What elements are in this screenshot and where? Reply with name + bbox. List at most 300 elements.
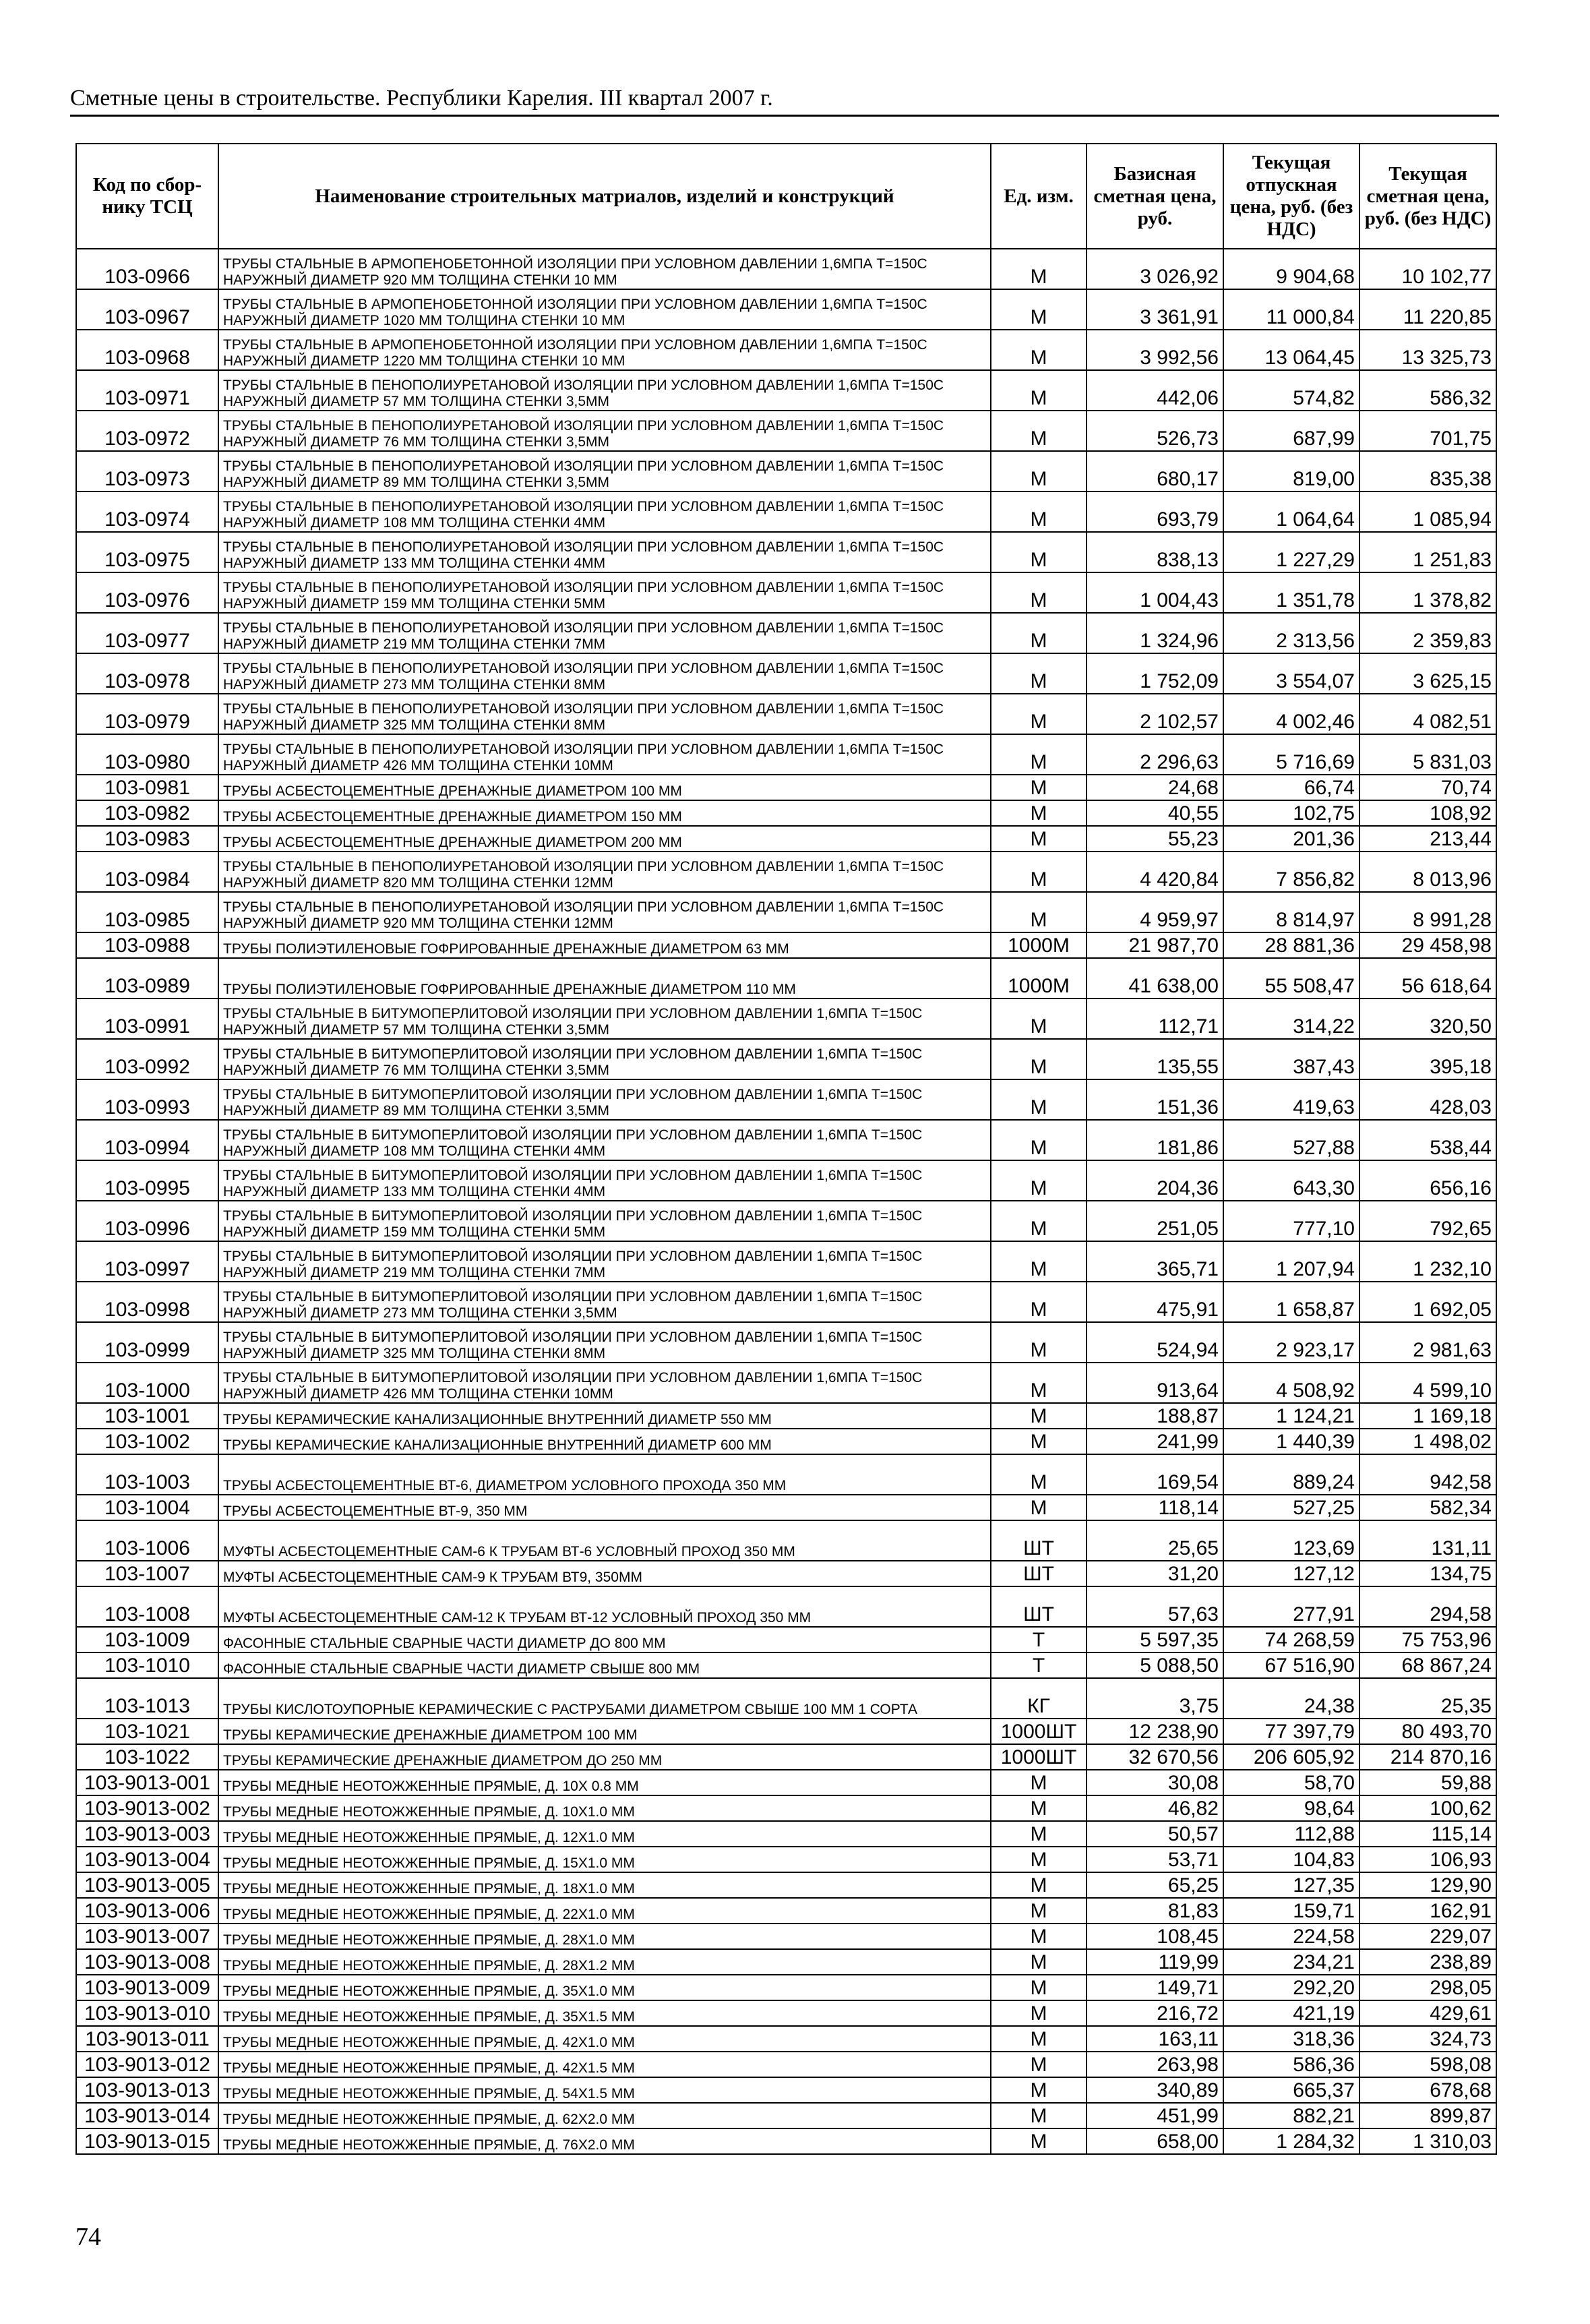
cell-base-price: 181,86 — [1087, 1120, 1223, 1160]
cell-code: 103-0998 — [76, 1282, 218, 1322]
cell-current-price: 134,75 — [1359, 1561, 1496, 1586]
cell-base-price: 1 324,96 — [1087, 613, 1223, 653]
table-row — [76, 1770, 1496, 1795]
cell-current-price: 428,03 — [1359, 1079, 1496, 1120]
cell-current-price: 13 325,73 — [1359, 330, 1496, 370]
cell-release-price: 2 313,56 — [1223, 613, 1359, 653]
table-row — [76, 932, 1496, 958]
table-row — [76, 1975, 1496, 2000]
table-row — [76, 1847, 1496, 1872]
cell-current-price: 792,65 — [1359, 1201, 1496, 1241]
cell-code: 103-0993 — [76, 1079, 218, 1120]
cell-base-price: 4 420,84 — [1087, 852, 1223, 892]
cell-name: ТРУБЫ КЕРАМИЧЕСКИЕ ДРЕНАЖНЫЕ ДИАМЕТРОМ ДО 250 ММ — [218, 1744, 991, 1770]
cell-code: 103-0988 — [76, 932, 218, 958]
cell-current-price: 1 251,83 — [1359, 532, 1496, 572]
table-row — [76, 1821, 1496, 1847]
cell-release-price: 24,38 — [1223, 1678, 1359, 1719]
cell-release-price: 127,35 — [1223, 1872, 1359, 1898]
cell-base-price: 118,14 — [1087, 1495, 1223, 1520]
cell-unit: М — [991, 2000, 1087, 2026]
table-row — [76, 892, 1496, 932]
cell-code: 103-0995 — [76, 1160, 218, 1201]
table-row — [76, 1322, 1496, 1363]
cell-unit: Т — [991, 1627, 1087, 1652]
cell-current-price: 899,87 — [1359, 2103, 1496, 2128]
cell-current-price: 214 870,16 — [1359, 1744, 1496, 1770]
cell-name: ТРУБЫ СТАЛЬНЫЕ В ПЕНОПОЛИУРЕТАНОВОЙ ИЗОЛЯЦИИ ПРИ УСЛОВНОМ ДАВЛЕНИИ 1,6МПА Т=150С НАРУЖНЫЙ ДИАМЕТР 426 ММ ТОЛЩИНА СТЕНКИ 10ММ — [218, 734, 991, 775]
cell-name: ТРУБЫ АСБЕСТОЦЕМЕНТНЫЕ ВТ-9, 350 ММ — [218, 1495, 991, 1520]
cell-current-price: 320,50 — [1359, 999, 1496, 1039]
table-row — [76, 2103, 1496, 2128]
cell-unit: М — [991, 1795, 1087, 1821]
cell-base-price: 475,91 — [1087, 1282, 1223, 1322]
price-table — [75, 143, 1497, 2155]
cell-name: ТРУБЫ СТАЛЬНЫЕ В ПЕНОПОЛИУРЕТАНОВОЙ ИЗОЛЯЦИИ ПРИ УСЛОВНОМ ДАВЛЕНИИ 1,6МПА Т=150С НАРУЖНЫЙ ДИАМЕТР 159 ММ ТОЛЩИНА СТЕНКИ 5ММ — [218, 572, 991, 613]
column-header-release-price: Текущая отпускная цена, руб. (без НДС) — [1223, 144, 1359, 249]
cell-release-price: 2 923,17 — [1223, 1322, 1359, 1363]
table-row — [76, 451, 1496, 491]
cell-unit: М — [991, 532, 1087, 572]
cell-release-price: 687,99 — [1223, 411, 1359, 451]
cell-current-price: 10 102,77 — [1359, 249, 1496, 289]
cell-base-price: 40,55 — [1087, 800, 1223, 826]
cell-release-price: 7 856,82 — [1223, 852, 1359, 892]
cell-name: ТРУБЫ МЕДНЫЕ НЕОТОЖЖЕННЫЕ ПРЯМЫЕ, Д. 28Х1.2 ММ — [218, 1949, 991, 1975]
cell-unit: М — [991, 852, 1087, 892]
cell-base-price: 204,36 — [1087, 1160, 1223, 1201]
cell-current-price: 162,91 — [1359, 1898, 1496, 1924]
cell-code: 103-9013-008 — [76, 1949, 218, 1975]
cell-unit: М — [991, 370, 1087, 411]
table-row — [76, 1120, 1496, 1160]
cell-base-price: 188,87 — [1087, 1403, 1223, 1429]
table-row — [76, 653, 1496, 694]
cell-release-price: 1 440,39 — [1223, 1429, 1359, 1454]
cell-code: 103-9013-005 — [76, 1872, 218, 1898]
table-row — [76, 1744, 1496, 1770]
cell-base-price: 658,00 — [1087, 2128, 1223, 2154]
cell-base-price: 3 992,56 — [1087, 330, 1223, 370]
cell-base-price: 693,79 — [1087, 491, 1223, 532]
cell-base-price: 50,57 — [1087, 1821, 1223, 1847]
cell-current-price: 294,58 — [1359, 1586, 1496, 1627]
cell-release-price: 314,22 — [1223, 999, 1359, 1039]
cell-name: ТРУБЫ ПОЛИЭТИЛЕНОВЫЕ ГОФРИРОВАННЫЕ ДРЕНАЖНЫЕ ДИАМЕТРОМ 63 ММ — [218, 932, 991, 958]
cell-name: ТРУБЫ СТАЛЬНЫЕ В БИТУМОПЕРЛИТОВОЙ ИЗОЛЯЦИИ ПРИ УСЛОВНОМ ДАВЛЕНИИ 1,6МПА Т=150С НАРУЖНЫЙ ДИАМЕТР 89 ММ ТОЛЩИНА СТЕНКИ 3,5ММ — [218, 1079, 991, 1120]
cell-unit: М — [991, 1039, 1087, 1079]
cell-unit: ШТ — [991, 1520, 1087, 1561]
cell-code: 103-9013-010 — [76, 2000, 218, 2026]
cell-current-price: 108,92 — [1359, 800, 1496, 826]
table-row — [76, 1949, 1496, 1975]
cell-current-price: 1 498,02 — [1359, 1429, 1496, 1454]
cell-release-price: 4 508,92 — [1223, 1363, 1359, 1403]
table-row — [76, 1201, 1496, 1241]
cell-unit: М — [991, 800, 1087, 826]
cell-code: 103-1000 — [76, 1363, 218, 1403]
table-row — [76, 1363, 1496, 1403]
cell-name: ТРУБЫ АСБЕСТОЦЕМЕНТНЫЕ ДРЕНАЖНЫЕ ДИАМЕТРОМ 100 ММ — [218, 775, 991, 800]
cell-release-price: 889,24 — [1223, 1454, 1359, 1495]
cell-name: ТРУБЫ КИСЛОТОУПОРНЫЕ КЕРАМИЧЕСКИЕ С РАСТРУБАМИ ДИАМЕТРОМ СВЫШЕ 100 ММ 1 СОРТА — [218, 1678, 991, 1719]
cell-current-price: 4 082,51 — [1359, 694, 1496, 734]
cell-current-price: 678,68 — [1359, 2077, 1496, 2103]
cell-current-price: 80 493,70 — [1359, 1719, 1496, 1744]
cell-base-price: 41 638,00 — [1087, 958, 1223, 999]
cell-unit: М — [991, 1924, 1087, 1949]
cell-unit: М — [991, 1322, 1087, 1363]
cell-release-price: 3 554,07 — [1223, 653, 1359, 694]
table-row — [76, 775, 1496, 800]
cell-name: ТРУБЫ МЕДНЫЕ НЕОТОЖЖЕННЫЕ ПРЯМЫЕ, Д. 42Х1.5 ММ — [218, 2052, 991, 2077]
cell-name: ТРУБЫ СТАЛЬНЫЕ В БИТУМОПЕРЛИТОВОЙ ИЗОЛЯЦИИ ПРИ УСЛОВНОМ ДАВЛЕНИИ 1,6МПА Т=150С НАРУЖНЫЙ ДИАМЕТР 426 ММ ТОЛЩИНА СТЕНКИ 10ММ — [218, 1363, 991, 1403]
cell-code: 103-0981 — [76, 775, 218, 800]
table-row — [76, 1282, 1496, 1322]
cell-unit: М — [991, 999, 1087, 1039]
cell-unit: М — [991, 572, 1087, 613]
cell-code: 103-0985 — [76, 892, 218, 932]
cell-release-price: 102,75 — [1223, 800, 1359, 826]
cell-base-price: 163,11 — [1087, 2026, 1223, 2052]
cell-release-price: 127,12 — [1223, 1561, 1359, 1586]
cell-name: МУФТЫ АСБЕСТОЦЕМЕНТНЫЕ САМ-12 К ТРУБАМ ВТ-12 УСЛОВНЫЙ ПРОХОД 350 ММ — [218, 1586, 991, 1627]
cell-unit: М — [991, 892, 1087, 932]
cell-base-price: 442,06 — [1087, 370, 1223, 411]
cell-code: 103-1010 — [76, 1652, 218, 1678]
cell-base-price: 1 752,09 — [1087, 653, 1223, 694]
cell-base-price: 365,71 — [1087, 1241, 1223, 1282]
cell-unit: М — [991, 330, 1087, 370]
cell-code: 103-1021 — [76, 1719, 218, 1744]
cell-base-price: 3 361,91 — [1087, 289, 1223, 330]
cell-base-price: 135,55 — [1087, 1039, 1223, 1079]
cell-name: МУФТЫ АСБЕСТОЦЕМЕНТНЫЕ САМ-9 К ТРУБАМ ВТ9, 350ММ — [218, 1561, 991, 1586]
table-row — [76, 1627, 1496, 1652]
cell-release-price: 112,88 — [1223, 1821, 1359, 1847]
cell-current-price: 129,90 — [1359, 1872, 1496, 1898]
cell-base-price: 5 597,35 — [1087, 1627, 1223, 1652]
cell-current-price: 1 378,82 — [1359, 572, 1496, 613]
cell-name: ТРУБЫ СТАЛЬНЫЕ В БИТУМОПЕРЛИТОВОЙ ИЗОЛЯЦИИ ПРИ УСЛОВНОМ ДАВЛЕНИИ 1,6МПА Т=150С НАРУЖНЫЙ ДИАМЕТР 57 ММ ТОЛЩИНА СТЕНКИ 3,5ММ — [218, 999, 991, 1039]
cell-unit: М — [991, 451, 1087, 491]
cell-base-price: 680,17 — [1087, 451, 1223, 491]
cell-release-price: 4 002,46 — [1223, 694, 1359, 734]
cell-unit: М — [991, 1120, 1087, 1160]
cell-unit: М — [991, 289, 1087, 330]
cell-release-price: 777,10 — [1223, 1201, 1359, 1241]
cell-release-price: 159,71 — [1223, 1898, 1359, 1924]
cell-name: ТРУБЫ МЕДНЫЕ НЕОТОЖЖЕННЫЕ ПРЯМЫЕ, Д. 10Х 0.8 ММ — [218, 1770, 991, 1795]
table-row — [76, 2052, 1496, 2077]
cell-base-price: 838,13 — [1087, 532, 1223, 572]
cell-code: 103-0971 — [76, 370, 218, 411]
cell-base-price: 3 026,92 — [1087, 249, 1223, 289]
cell-code: 103-9013-007 — [76, 1924, 218, 1949]
cell-name: ТРУБЫ МЕДНЫЕ НЕОТОЖЖЕННЫЕ ПРЯМЫЕ, Д. 22Х1.0 ММ — [218, 1898, 991, 1924]
cell-name: ТРУБЫ СТАЛЬНЫЕ В ПЕНОПОЛИУРЕТАНОВОЙ ИЗОЛЯЦИИ ПРИ УСЛОВНОМ ДАВЛЕНИИ 1,6МПА Т=150С НАРУЖНЫЙ ДИАМЕТР 89 ММ ТОЛЩИНА СТЕНКИ 3,5ММ — [218, 451, 991, 491]
table-row — [76, 1454, 1496, 1495]
cell-name: ТРУБЫ АСБЕСТОЦЕМЕНТНЫЕ ДРЕНАЖНЫЕ ДИАМЕТРОМ 200 ММ — [218, 826, 991, 852]
cell-release-price: 1 658,87 — [1223, 1282, 1359, 1322]
cell-base-price: 12 238,90 — [1087, 1719, 1223, 1744]
table-row — [76, 289, 1496, 330]
cell-base-price: 32 670,56 — [1087, 1744, 1223, 1770]
cell-base-price: 263,98 — [1087, 2052, 1223, 2077]
table-row — [76, 2000, 1496, 2026]
cell-code: 103-1004 — [76, 1495, 218, 1520]
column-header-name: Наименование строительных матриалов, изделий и конструкций — [218, 144, 991, 249]
cell-current-price: 2 981,63 — [1359, 1322, 1496, 1363]
cell-name: МУФТЫ АСБЕСТОЦЕМЕНТНЫЕ САМ-6 К ТРУБАМ ВТ-6 УСЛОВНЫЙ ПРОХОД 350 ММ — [218, 1520, 991, 1561]
cell-code: 103-9013-015 — [76, 2128, 218, 2154]
cell-name: ТРУБЫ СТАЛЬНЫЕ В ПЕНОПОЛИУРЕТАНОВОЙ ИЗОЛЯЦИИ ПРИ УСЛОВНОМ ДАВЛЕНИИ 1,6МПА Т=150С НАРУЖНЫЙ ДИАМЕТР 108 ММ ТОЛЩИНА СТЕНКИ 4ММ — [218, 491, 991, 532]
cell-code: 103-1013 — [76, 1678, 218, 1719]
cell-release-price: 527,25 — [1223, 1495, 1359, 1520]
cell-base-price: 46,82 — [1087, 1795, 1223, 1821]
cell-code: 103-9013-004 — [76, 1847, 218, 1872]
table-row — [76, 734, 1496, 775]
cell-current-price: 582,34 — [1359, 1495, 1496, 1520]
table-row — [76, 1429, 1496, 1454]
cell-unit: М — [991, 1495, 1087, 1520]
cell-base-price: 53,71 — [1087, 1847, 1223, 1872]
cell-name: ТРУБЫ МЕДНЫЕ НЕОТОЖЖЕННЫЕ ПРЯМЫЕ, Д. 62Х2.0 ММ — [218, 2103, 991, 2128]
cell-code: 103-0968 — [76, 330, 218, 370]
cell-current-price: 1 232,10 — [1359, 1241, 1496, 1282]
table-row — [76, 2026, 1496, 2052]
cell-release-price: 123,69 — [1223, 1520, 1359, 1561]
table-row — [76, 1403, 1496, 1429]
cell-unit: М — [991, 694, 1087, 734]
cell-name: ФАСОННЫЕ СТАЛЬНЫЕ СВАРНЫЕ ЧАСТИ ДИАМЕТР ДО 800 ММ — [218, 1627, 991, 1652]
cell-release-price: 665,37 — [1223, 2077, 1359, 2103]
cell-current-price: 8 013,96 — [1359, 852, 1496, 892]
cell-base-price: 112,71 — [1087, 999, 1223, 1039]
column-header-unit: Ед. изм. — [991, 144, 1087, 249]
cell-current-price: 4 599,10 — [1359, 1363, 1496, 1403]
cell-release-price: 74 268,59 — [1223, 1627, 1359, 1652]
cell-release-price: 1 124,21 — [1223, 1403, 1359, 1429]
cell-current-price: 395,18 — [1359, 1039, 1496, 1079]
cell-current-price: 1 310,03 — [1359, 2128, 1496, 2154]
cell-code: 103-0973 — [76, 451, 218, 491]
cell-current-price: 8 991,28 — [1359, 892, 1496, 932]
cell-code: 103-0975 — [76, 532, 218, 572]
cell-code: 103-9013-011 — [76, 2026, 218, 2052]
cell-name: ТРУБЫ МЕДНЫЕ НЕОТОЖЖЕННЫЕ ПРЯМЫЕ, Д. 54Х1.5 ММ — [218, 2077, 991, 2103]
cell-name: ТРУБЫ СТАЛЬНЫЕ В АРМОПЕНОБЕТОННОЙ ИЗОЛЯЦИИ ПРИ УСЛОВНОМ ДАВЛЕНИИ 1,6МПА Т=150С НАРУЖНЫЙ ДИАМЕТР 920 ММ ТОЛЩИНА СТЕНКИ 10 ММ — [218, 249, 991, 289]
cell-current-price: 429,61 — [1359, 2000, 1496, 2026]
cell-current-price: 1 692,05 — [1359, 1282, 1496, 1322]
cell-current-price: 598,08 — [1359, 2052, 1496, 2077]
cell-name: ТРУБЫ МЕДНЫЕ НЕОТОЖЖЕННЫЕ ПРЯМЫЕ, Д. 15Х1.0 ММ — [218, 1847, 991, 1872]
table-row — [76, 1872, 1496, 1898]
cell-code: 103-0984 — [76, 852, 218, 892]
cell-current-price: 70,74 — [1359, 775, 1496, 800]
cell-unit: М — [991, 1898, 1087, 1924]
cell-name: ТРУБЫ СТАЛЬНЫЕ В БИТУМОПЕРЛИТОВОЙ ИЗОЛЯЦИИ ПРИ УСЛОВНОМ ДАВЛЕНИИ 1,6МПА Т=150С НАРУЖНЫЙ ДИАМЕТР 273 ММ ТОЛЩИНА СТЕНКИ 3,5ММ — [218, 1282, 991, 1322]
cell-unit: М — [991, 2077, 1087, 2103]
cell-unit: 1000М — [991, 932, 1087, 958]
cell-name: ТРУБЫ СТАЛЬНЫЕ В БИТУМОПЕРЛИТОВОЙ ИЗОЛЯЦИИ ПРИ УСЛОВНОМ ДАВЛЕНИИ 1,6МПА Т=150С НАРУЖНЫЙ ДИАМЕТР 325 ММ ТОЛЩИНА СТЕНКИ 8ММ — [218, 1322, 991, 1363]
cell-release-price: 574,82 — [1223, 370, 1359, 411]
cell-release-price: 1 284,32 — [1223, 2128, 1359, 2154]
cell-unit: М — [991, 249, 1087, 289]
table-row — [76, 491, 1496, 532]
cell-base-price: 57,63 — [1087, 1586, 1223, 1627]
cell-name: ТРУБЫ МЕДНЫЕ НЕОТОЖЖЕННЫЕ ПРЯМЫЕ, Д. 18Х1.0 ММ — [218, 1872, 991, 1898]
cell-current-price: 538,44 — [1359, 1120, 1496, 1160]
cell-code: 103-9013-013 — [76, 2077, 218, 2103]
cell-base-price: 241,99 — [1087, 1429, 1223, 1454]
cell-base-price: 2 296,63 — [1087, 734, 1223, 775]
cell-base-price: 1 004,43 — [1087, 572, 1223, 613]
cell-current-price: 942,58 — [1359, 1454, 1496, 1495]
cell-name: ТРУБЫ СТАЛЬНЫЕ В ПЕНОПОЛИУРЕТАНОВОЙ ИЗОЛЯЦИИ ПРИ УСЛОВНОМ ДАВЛЕНИИ 1,6МПА Т=150С НАРУЖНЫЙ ДИАМЕТР 76 ММ ТОЛЩИНА СТЕНКИ 3,5ММ — [218, 411, 991, 451]
cell-code: 103-0992 — [76, 1039, 218, 1079]
cell-unit: М — [991, 1363, 1087, 1403]
cell-code: 103-9013-001 — [76, 1770, 218, 1795]
cell-unit: М — [991, 1949, 1087, 1975]
table-header-row — [76, 144, 1496, 249]
cell-current-price: 1 085,94 — [1359, 491, 1496, 532]
cell-code: 103-0979 — [76, 694, 218, 734]
cell-code: 103-1001 — [76, 1403, 218, 1429]
cell-release-price: 318,36 — [1223, 2026, 1359, 2052]
cell-release-price: 1 064,64 — [1223, 491, 1359, 532]
column-header-base-price: Базисная сметная цена, руб. — [1087, 144, 1223, 249]
cell-name: ТРУБЫ АСБЕСТОЦЕМЕНТНЫЕ ВТ-6, ДИАМЕТРОМ УСЛОВНОГО ПРОХОДА 350 ММ — [218, 1454, 991, 1495]
cell-base-price: 2 102,57 — [1087, 694, 1223, 734]
table-row — [76, 1160, 1496, 1201]
table-row — [76, 800, 1496, 826]
cell-code: 103-1002 — [76, 1429, 218, 1454]
column-header-current-price: Текущая сметная цена, руб. (без НДС) — [1359, 144, 1496, 249]
cell-code: 103-1007 — [76, 1561, 218, 1586]
cell-current-price: 3 625,15 — [1359, 653, 1496, 694]
cell-current-price: 656,16 — [1359, 1160, 1496, 1201]
cell-current-price: 5 831,03 — [1359, 734, 1496, 775]
cell-release-price: 5 716,69 — [1223, 734, 1359, 775]
cell-unit: 1000ШТ — [991, 1744, 1087, 1770]
cell-name: ТРУБЫ АСБЕСТОЦЕМЕНТНЫЕ ДРЕНАЖНЫЕ ДИАМЕТРОМ 150 ММ — [218, 800, 991, 826]
cell-code: 103-0966 — [76, 249, 218, 289]
cell-code: 103-9013-014 — [76, 2103, 218, 2128]
cell-release-price: 277,91 — [1223, 1586, 1359, 1627]
cell-base-price: 3,75 — [1087, 1678, 1223, 1719]
table-row — [76, 1678, 1496, 1719]
cell-name: ТРУБЫ СТАЛЬНЫЕ В АРМОПЕНОБЕТОННОЙ ИЗОЛЯЦИИ ПРИ УСЛОВНОМ ДАВЛЕНИИ 1,6МПА Т=150С НАРУЖНЫЙ ДИАМЕТР 1220 ММ ТОЛЩИНА СТЕНКИ 10 ММ — [218, 330, 991, 370]
table-row — [76, 1079, 1496, 1120]
cell-release-price: 11 000,84 — [1223, 289, 1359, 330]
table-row — [76, 2077, 1496, 2103]
cell-code: 103-0977 — [76, 613, 218, 653]
cell-current-price: 701,75 — [1359, 411, 1496, 451]
page-header — [70, 85, 1499, 117]
cell-current-price: 229,07 — [1359, 1924, 1496, 1949]
cell-unit: М — [991, 1429, 1087, 1454]
cell-name: ТРУБЫ СТАЛЬНЫЕ В АРМОПЕНОБЕТОННОЙ ИЗОЛЯЦИИ ПРИ УСЛОВНОМ ДАВЛЕНИИ 1,6МПА Т=150С НАРУЖНЫЙ ДИАМЕТР 1020 ММ ТОЛЩИНА СТЕНКИ 10 ММ — [218, 289, 991, 330]
cell-name: ТРУБЫ СТАЛЬНЫЕ В ПЕНОПОЛИУРЕТАНОВОЙ ИЗОЛЯЦИИ ПРИ УСЛОВНОМ ДАВЛЕНИИ 1,6МПА Т=150С НАРУЖНЫЙ ДИАМЕТР 273 ММ ТОЛЩИНА СТЕНКИ 8ММ — [218, 653, 991, 694]
cell-current-price: 106,93 — [1359, 1847, 1496, 1872]
cell-name: ТРУБЫ МЕДНЫЕ НЕОТОЖЖЕННЫЕ ПРЯМЫЕ, Д. 76Х2.0 ММ — [218, 2128, 991, 2154]
cell-base-price: 524,94 — [1087, 1322, 1223, 1363]
cell-base-price: 65,25 — [1087, 1872, 1223, 1898]
table-row — [76, 1586, 1496, 1627]
cell-base-price: 451,99 — [1087, 2103, 1223, 2128]
cell-base-price: 55,23 — [1087, 826, 1223, 852]
table-row — [76, 1241, 1496, 1282]
cell-release-price: 1 207,94 — [1223, 1241, 1359, 1282]
cell-current-price: 29 458,98 — [1359, 932, 1496, 958]
table-row — [76, 958, 1496, 999]
cell-name: ТРУБЫ СТАЛЬНЫЕ В ПЕНОПОЛИУРЕТАНОВОЙ ИЗОЛЯЦИИ ПРИ УСЛОВНОМ ДАВЛЕНИИ 1,6МПА Т=150С НАРУЖНЫЙ ДИАМЕТР 325 ММ ТОЛЩИНА СТЕНКИ 8ММ — [218, 694, 991, 734]
cell-code: 103-0976 — [76, 572, 218, 613]
table-row — [76, 613, 1496, 653]
table-row — [76, 1495, 1496, 1520]
cell-unit: 1000М — [991, 958, 1087, 999]
cell-name: ТРУБЫ СТАЛЬНЫЕ В ПЕНОПОЛИУРЕТАНОВОЙ ИЗОЛЯЦИИ ПРИ УСЛОВНОМ ДАВЛЕНИИ 1,6МПА Т=150С НАРУЖНЫЙ ДИАМЕТР 920 ММ ТОЛЩИНА СТЕНКИ 12ММ — [218, 892, 991, 932]
cell-code: 103-0982 — [76, 800, 218, 826]
cell-name: ТРУБЫ МЕДНЫЕ НЕОТОЖЖЕННЫЕ ПРЯМЫЕ, Д. 42Х1.0 ММ — [218, 2026, 991, 2052]
cell-unit: Т — [991, 1652, 1087, 1678]
cell-release-price: 224,58 — [1223, 1924, 1359, 1949]
cell-code: 103-0999 — [76, 1322, 218, 1363]
cell-release-price: 819,00 — [1223, 451, 1359, 491]
cell-name: ТРУБЫ МЕДНЫЕ НЕОТОЖЖЕННЫЕ ПРЯМЫЕ, Д. 12Х1.0 ММ — [218, 1821, 991, 1847]
cell-unit: ШТ — [991, 1561, 1087, 1586]
cell-current-price: 68 867,24 — [1359, 1652, 1496, 1678]
cell-base-price: 4 959,97 — [1087, 892, 1223, 932]
cell-release-price: 387,43 — [1223, 1039, 1359, 1079]
table-row — [76, 2128, 1496, 2154]
cell-unit: М — [991, 1975, 1087, 2000]
cell-base-price: 169,54 — [1087, 1454, 1223, 1495]
cell-unit: М — [991, 1079, 1087, 1120]
table-row — [76, 852, 1496, 892]
cell-unit: М — [991, 491, 1087, 532]
cell-current-price: 131,11 — [1359, 1520, 1496, 1561]
cell-base-price: 108,45 — [1087, 1924, 1223, 1949]
cell-current-price: 1 169,18 — [1359, 1403, 1496, 1429]
cell-name: ТРУБЫ СТАЛЬНЫЕ В ПЕНОПОЛИУРЕТАНОВОЙ ИЗОЛЯЦИИ ПРИ УСЛОВНОМ ДАВЛЕНИИ 1,6МПА Т=150С НАРУЖНЫЙ ДИАМЕТР 57 ММ ТОЛЩИНА СТЕНКИ 3,5ММ — [218, 370, 991, 411]
cell-release-price: 28 881,36 — [1223, 932, 1359, 958]
table-row — [76, 1795, 1496, 1821]
cell-code: 103-0974 — [76, 491, 218, 532]
cell-code: 103-0978 — [76, 653, 218, 694]
cell-unit: М — [991, 826, 1087, 852]
cell-current-price: 324,73 — [1359, 2026, 1496, 2052]
cell-current-price: 835,38 — [1359, 451, 1496, 491]
table-row — [76, 1898, 1496, 1924]
cell-release-price: 58,70 — [1223, 1770, 1359, 1795]
cell-code: 103-9013-009 — [76, 1975, 218, 2000]
cell-name: ТРУБЫ СТАЛЬНЫЕ В БИТУМОПЕРЛИТОВОЙ ИЗОЛЯЦИИ ПРИ УСЛОВНОМ ДАВЛЕНИИ 1,6МПА Т=150С НАРУЖНЫЙ ДИАМЕТР 219 ММ ТОЛЩИНА СТЕНКИ 7ММ — [218, 1241, 991, 1282]
cell-base-price: 216,72 — [1087, 2000, 1223, 2026]
table-row — [76, 694, 1496, 734]
cell-current-price: 75 753,96 — [1359, 1627, 1496, 1652]
cell-base-price: 81,83 — [1087, 1898, 1223, 1924]
table-row — [76, 411, 1496, 451]
table-row — [76, 249, 1496, 289]
cell-base-price: 21 987,70 — [1087, 932, 1223, 958]
cell-release-price: 419,63 — [1223, 1079, 1359, 1120]
cell-name: ТРУБЫ СТАЛЬНЫЕ В ПЕНОПОЛИУРЕТАНОВОЙ ИЗОЛЯЦИИ ПРИ УСЛОВНОМ ДАВЛЕНИИ 1,6МПА Т=150С НАРУЖНЫЙ ДИАМЕТР 219 ММ ТОЛЩИНА СТЕНКИ 7ММ — [218, 613, 991, 653]
cell-base-price: 25,65 — [1087, 1520, 1223, 1561]
cell-base-price: 340,89 — [1087, 2077, 1223, 2103]
cell-name: ТРУБЫ СТАЛЬНЫЕ В БИТУМОПЕРЛИТОВОЙ ИЗОЛЯЦИИ ПРИ УСЛОВНОМ ДАВЛЕНИИ 1,6МПА Т=150С НАРУЖНЫЙ ДИАМЕТР 159 ММ ТОЛЩИНА СТЕНКИ 5ММ — [218, 1201, 991, 1241]
